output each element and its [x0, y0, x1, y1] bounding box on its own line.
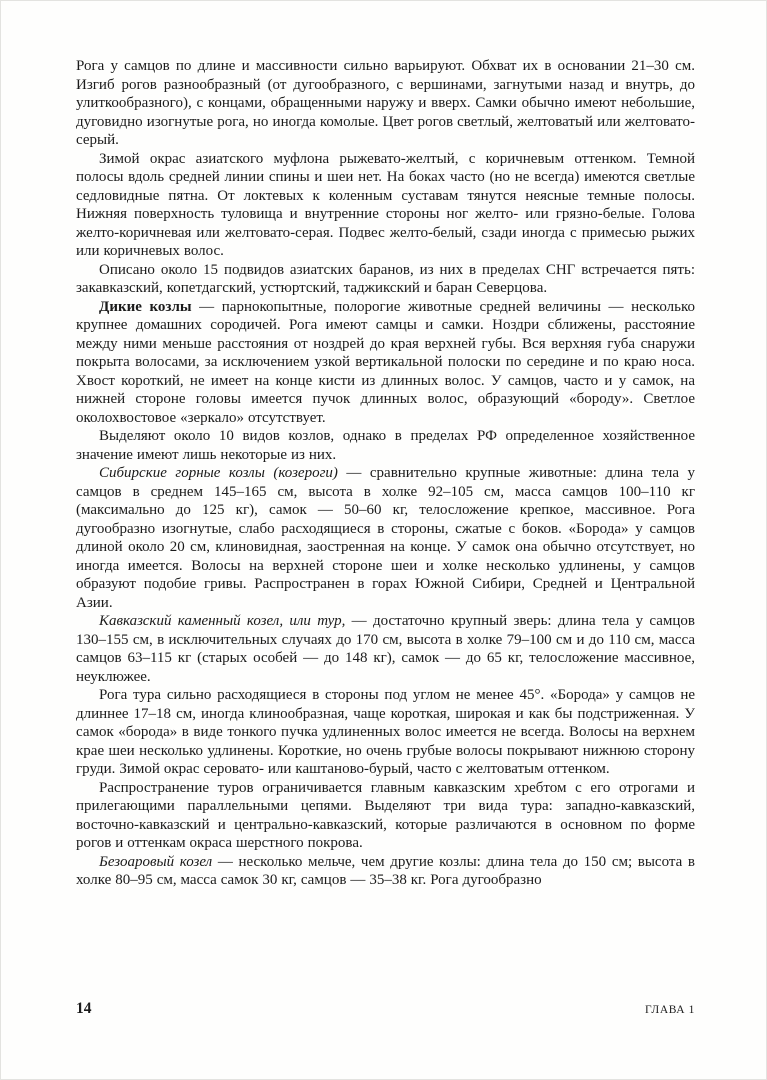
paragraph-9	[76, 779, 695, 853]
paragraph-lead-term: Дикие козлы	[99, 298, 192, 315]
paragraph-text: Рога у самцов по длине и массивности сильно варьируют. Обхват их в основании 21–30 см. Изгиб рогов разнообразный (от дугообразного, с вершинами, загнутыми назад и внутрь, до улиткообразного), с концами, обращенными наружу и вверх. Самки обычно имеют небольшие, дуговидно изогнутые рога, но иногда комолые. Цвет рогов светлый, желтоватый или желтовато-серый.	[76, 58, 695, 148]
paragraph-lead-term: Безоаровый козел	[99, 853, 213, 870]
paragraph-text: — несколько мельче, чем другие козлы: длина тела до 150 см; высота в холке 80–95 см, масса самок 30 кг, самцов — 35–38 кг. Рога дугообразно	[76, 853, 695, 888]
paragraph-text: — сравнительно крупные животные: длина тела у самцов в среднем 145–165 см, высота в холке 92–105 см, масса самцов 100–110 кг (максимально до 125 кг), самок — 50–60 кг, телосложение крепкое, массивное. Рога дугообразно изогнутые, слабо расходящиеся в стороны, сжатые с боков. «Борода» у самцов длиной около 20 см, клиновидная, заостренная на конце. У самок она обычно отсутствует, но иногда имеется. Волосы на верхней стороне шеи и холке несколько удлинены, у самцов образуют подобие гривы. Распространен в горах Южной Сибири, Средней и Центральной Азии.	[76, 465, 695, 611]
page-text-block	[76, 57, 695, 1005]
paragraph-text: — достаточно крупный зверь: длина тела у самцов 130–155 см, в исключительных случаях до 170 см, высота в холке 79–100 см и до 110 см, масса самцов 63–115 кг (старых особей — до 148 кг), самок — до 65 кг, телосложение массивное, неуклюжее.	[76, 613, 695, 685]
paragraph-7	[76, 612, 695, 686]
paragraph-1	[76, 57, 695, 150]
paragraph-lead-term: Сибирские горные козлы (козероги)	[99, 465, 338, 481]
paragraph-text: Зимой окрас азиатского муфлона рыжевато-желтый, с коричневым оттенком. Темной полосы вдоль средней линии спины и шеи нет. На боках часто (но не всегда) имеются светлые седловидные пятна. От локтевых к коленным суставам тянутся неясные темные полосы. Нижняя поверхность туловища и внутренние стороны ног желто- или грязно-белые. Голова желто-коричневая или желтовато-серая. Подвес желто-белый, сзади иногда с примесью рыжих или коричневых волос.	[76, 150, 695, 259]
chapter-label: ГЛАВА 1	[645, 1004, 695, 1016]
paragraph-text: — парнокопытные, полорогие животные средней величины — несколько крупнее домашних сородичей. Рога имеют самцы и самки. Ноздри сближены, расстояние между ними меньше расстояния от ноздрей до края верхней губы. Вся верхняя губа снаружи покрыта волосами, за исключением узкой вертикальной полоски по середине и по краю носа. Хвост короткий, не имеет на конце кисти из длинных волос. У самцов, часто и у самок, на нижней стороне головы имеется пучок длинных волос, образующий «бороду». Светлое околохвостовое «зеркало» отсутствует.	[76, 298, 695, 426]
paragraph-10	[76, 853, 695, 890]
paragraph-text: Распространение туров ограничивается главным кавказским хребтом с его отрогами и прилегающими параллельными цепями. Выделяют три вида тура: западно-кавказский, восточно-кавказский и центрально-кавказский, которые различаются в основном по форме рогов и оттенкам окраса шерстного покрова.	[76, 779, 695, 851]
paragraph-5	[76, 427, 695, 464]
paragraph-text: Описано около 15 подвидов азиатских баранов, из них в пределах СНГ встречается пять: закавказский, копетдагский, устюртский, таджикский и баран Северцова.	[76, 261, 695, 296]
paragraph-text: Рога тура сильно расходящиеся в стороны под углом не менее 45°. «Борода» у самцов не длиннее 17–18 см, иногда клинообразная, чаще короткая, широкая и как бы подстриженная. У самок «борода» в виде тонкого пучка удлиненных волос имеется не всегда. Волосы на верхнем крае шеи несколько удлинены. Короткие, но очень грубые волосы покрывают нижнюю сторону груди. Зимой окрас серовато- или каштаново-бурый, часто с желтоватым оттенком.	[76, 687, 695, 777]
paragraph-8	[76, 686, 695, 779]
paragraph-text: Выделяют около 10 видов козлов, однако в пределах РФ определенное хозяйственное значение имеют лишь некоторые из них.	[76, 428, 695, 463]
page-number: 14	[76, 1000, 92, 1017]
paragraph-2	[76, 150, 695, 261]
paragraph-lead-term: Кавказский каменный козел, или тур,	[99, 613, 346, 629]
paragraph-3	[76, 261, 695, 298]
paragraph-4	[76, 298, 695, 428]
paragraph-6	[76, 464, 695, 612]
page-footer	[76, 1000, 695, 1018]
